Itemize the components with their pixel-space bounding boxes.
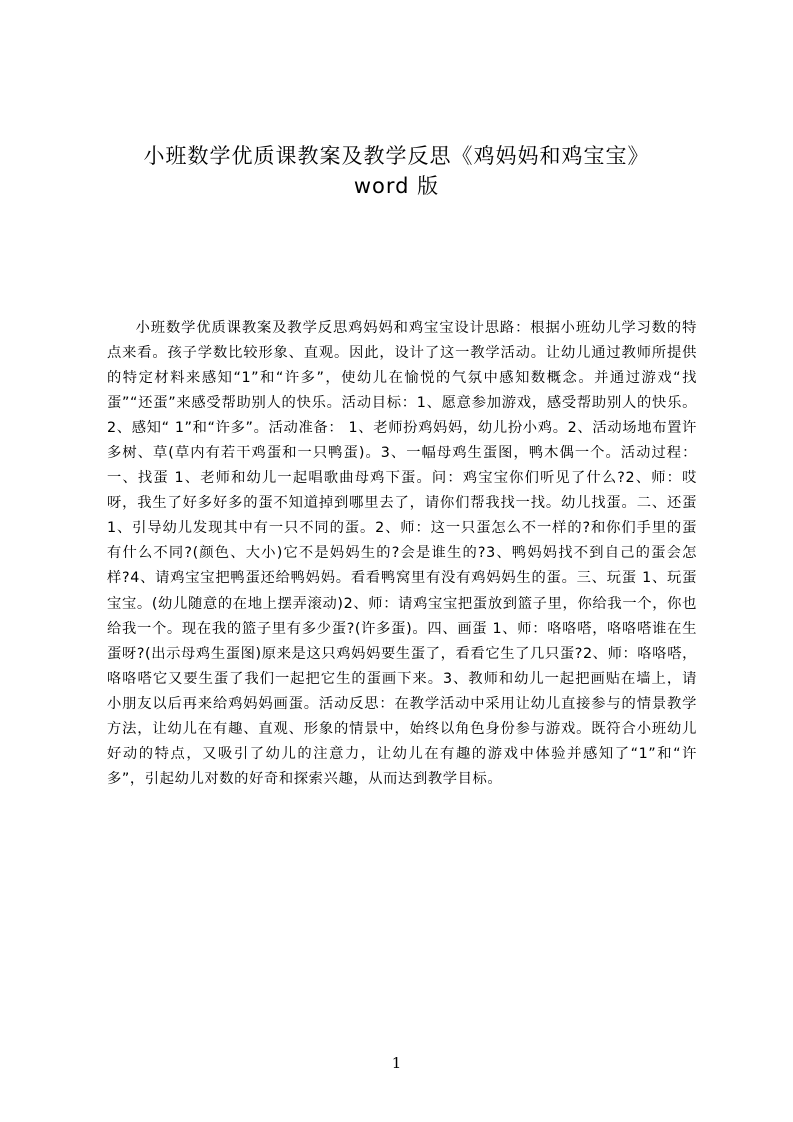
- title-line-1: 小班数学优质课教案及教学反思《鸡妈妈和鸡宝宝》: [143, 144, 650, 168]
- title-line-2: word 版: [353, 174, 440, 198]
- body-paragraph: 小班数学优质课教案及教学反思鸡妈妈和鸡宝宝设计思路：根据小班幼儿学习数的特点来看。孩子学数比较形象、直观。因此，设计了这一教学活动。让幼儿通过教师所提供的特定材料来感知“1”和“许多”，使幼儿在愉悦的气氛中感知数概念。并通过游戏“找蛋”“还蛋”来感受帮助别人的快乐。活动目标：1、愿意参加游戏，感受帮助别人的快乐。2、感知“ 1”和“许多”。活动准备： 1、老师扮鸡妈妈，幼儿扮小鸡。2、活动场地布置许多树、草(草内有若干鸡蛋和一只鸭蛋)。3、一幅母鸡生蛋图，鸭木偶一个。活动过程：一、找蛋 1、老师和幼儿一起唱歌曲母鸡下蛋。问：鸡宝宝你们听见了什么?2、师：哎呀，我生了好多好多的蛋不知道掉到哪里去了，请你们帮我找一找。幼儿找蛋。二、还蛋 1、引导幼儿发现其中有一只不同的蛋。2、师：这一只蛋怎么不一样的?和你们手里的蛋有什么不同?(颜色、大小)它不是妈妈生的?会是谁生的?3、鸭妈妈找不到自己的蛋会怎样?4、请鸡宝宝把鸭蛋还给鸭妈妈。看看鸭窝里有没有鸡妈妈生的蛋。三、玩蛋 1、玩蛋宝宝。(幼儿随意的在地上摆弄滚动)2、师：请鸡宝宝把蛋放到篮子里，你给我一个，你也给我一个。现在我的篮子里有多少蛋?(许多蛋)。四、画蛋 1、师：咯咯嗒，咯咯嗒谁在生蛋呀?(出示母鸡生蛋图)原来是这只鸡妈妈要生蛋了，看看它生了几只蛋?2、师：咯咯嗒，咯咯嗒它又要生蛋了我们一起把它生的蛋画下来。3、教师和幼儿一起把画贴在墙上，请小朋友以后再来给鸡妈妈画蛋。活动反思：在教学活动中采用让幼儿直接参与的情景教学方法，让幼儿在有趣、直观、形象的情景中，始终以角色身份参与游戏。既符合小班幼儿好动的特点，又吸引了幼儿的注意力，让幼儿在有趣的游戏中体验并感知了“1”和“许多”，引起幼儿对数的好奇和探索兴趣，从而达到教学目标。: [107, 320, 697, 787]
- document-title: [0, 141, 793, 201]
- page-number: 1: [391, 1054, 402, 1072]
